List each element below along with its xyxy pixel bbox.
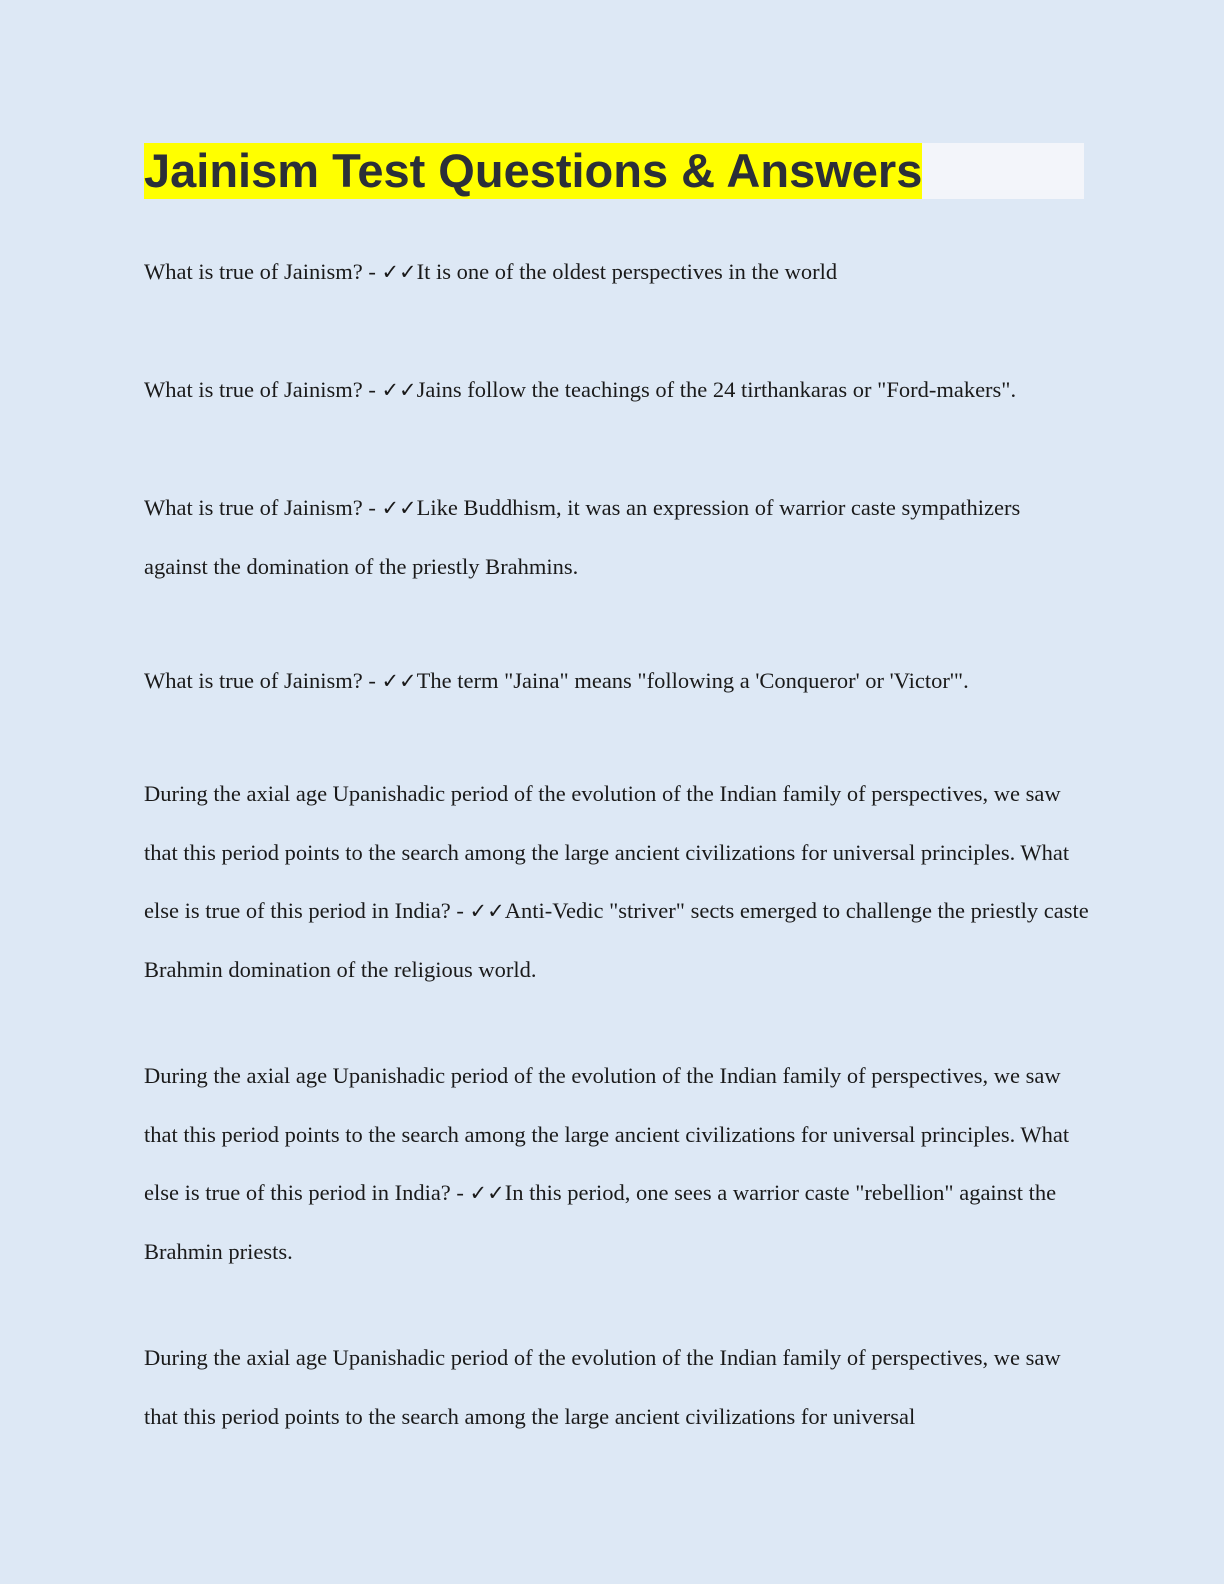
qa-item-3 <box>144 479 1089 596</box>
answer-text: Anti-Vedic "striver" sects emerged to challenge the priestly caste Brahmin domination of the religious world. <box>144 898 1089 982</box>
double-check-icon: ✓✓ <box>469 899 505 923</box>
answer-text: In this period, one sees a warrior caste "rebellion" against the Brahmin priests. <box>144 1180 1057 1264</box>
page-title: Jainism Test Questions & Answers <box>144 144 923 197</box>
answer-text: It is one of the oldest perspectives in the world <box>416 259 838 284</box>
question-text: During the axial age Upanishadic period of the evolution of the Indian family of perspectives, we saw that this period points to the search among the large ancient civilizations for universal <box>144 1345 1061 1429</box>
qa-item-6 <box>144 1047 1089 1281</box>
question-text: What is true of Jainism? - <box>144 377 382 402</box>
double-check-icon: ✓✓ <box>469 1181 505 1205</box>
qa-item-2 <box>144 361 1089 420</box>
double-check-icon: ✓✓ <box>381 378 417 402</box>
question-text: What is true of Jainism? - <box>144 259 382 284</box>
answer-text: Jains follow the teachings of the 24 tirthankaras or "Ford-makers". <box>416 377 1017 402</box>
question-text: During the axial age Upanishadic period of the evolution of the Indian family of perspectives, we saw that this period points to the search among the large ancient civilizations for universal principles. What else is true of this period in India? - <box>144 1063 1070 1205</box>
qa-item-1 <box>144 243 1089 302</box>
answer-text: The term "Jaina" means "following a 'Conqueror' or 'Victor'". <box>416 668 969 693</box>
question-text: During the axial age Upanishadic period of the evolution of the Indian family of perspectives, we saw that this period points to the search among the large ancient civilizations for universal principles. What else is true of this period in India? - <box>144 781 1070 923</box>
answer-text: Like Buddhism, it was an expression of warrior caste sympathizers against the domination of the priestly Brahmins. <box>144 495 1021 579</box>
question-text: What is true of Jainism? - <box>144 495 382 520</box>
double-check-icon: ✓✓ <box>381 669 417 693</box>
double-check-icon: ✓✓ <box>381 260 417 284</box>
qa-item-4 <box>144 652 1089 711</box>
qa-item-7 <box>144 1329 1089 1446</box>
question-text: What is true of Jainism? - <box>144 668 382 693</box>
double-check-icon: ✓✓ <box>381 496 417 520</box>
qa-item-5 <box>144 765 1089 999</box>
